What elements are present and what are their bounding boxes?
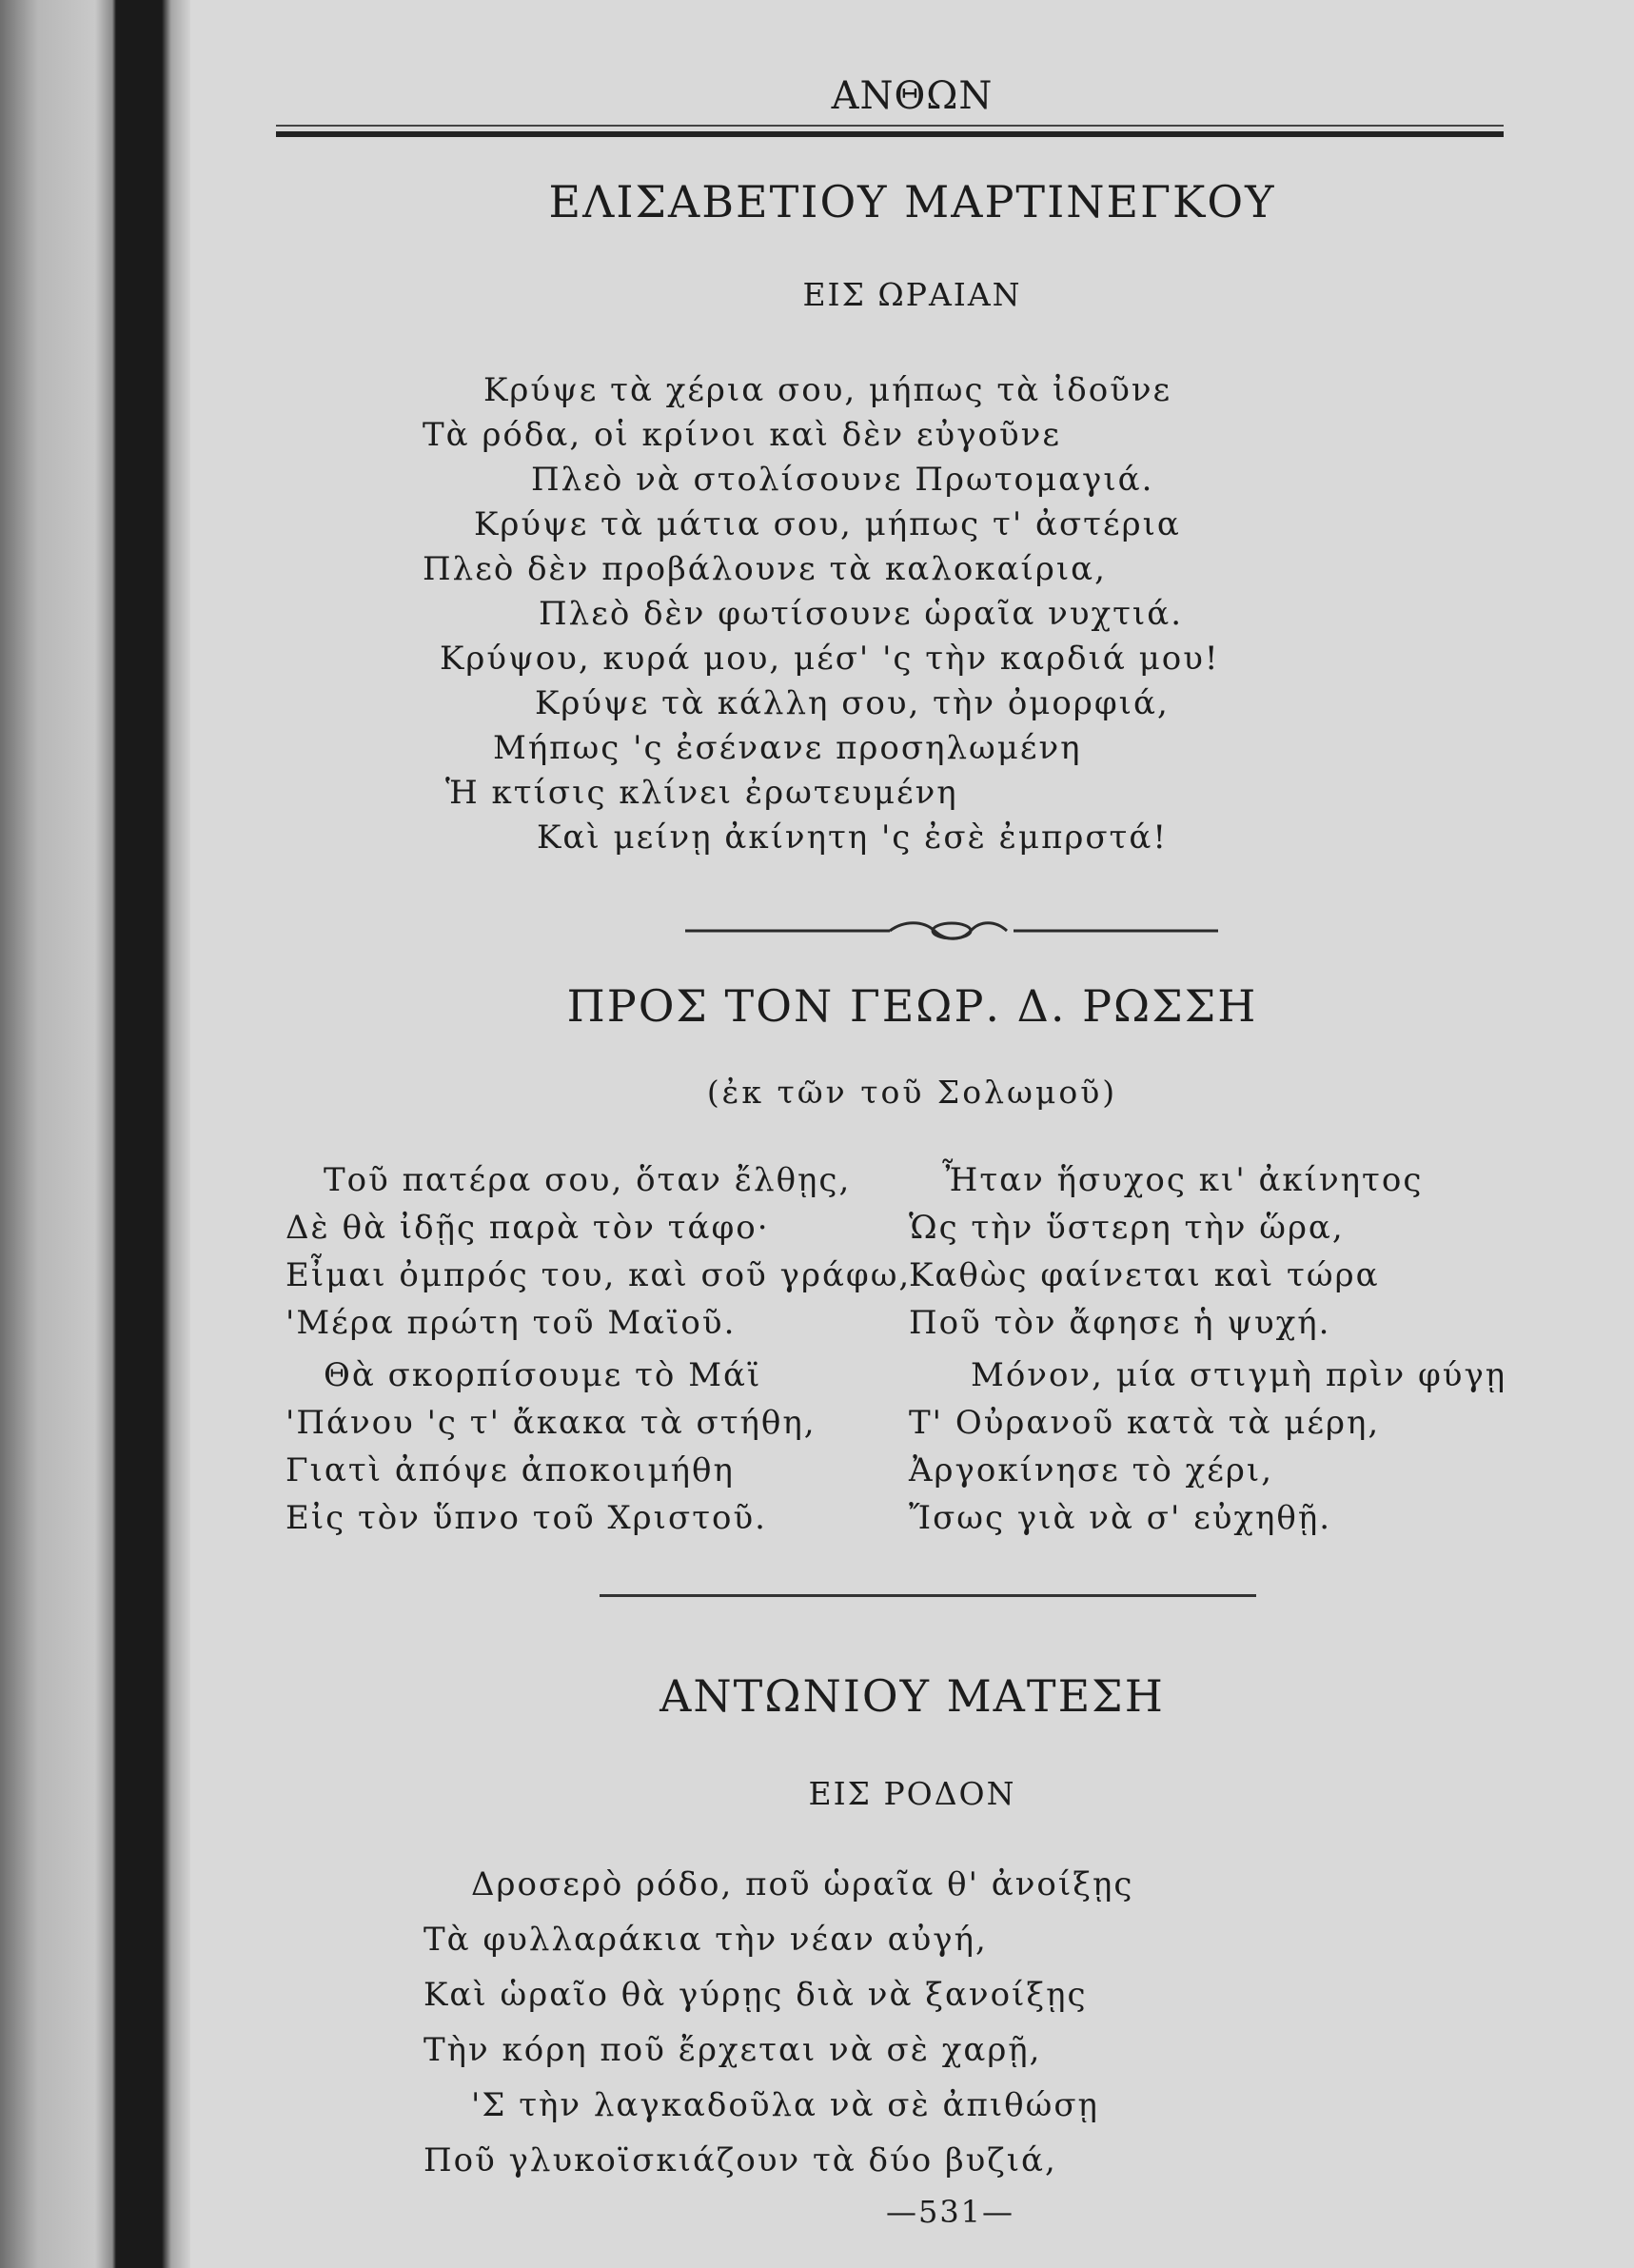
poem1-line: Πλεὸ νὰ στολίσουνε Πρωτομαγιά.: [531, 461, 1154, 499]
book-gutter: [0, 0, 190, 2268]
poem3-title: ΕΙΣ ΡΟΔΟΝ: [808, 1775, 1016, 1812]
poem2-left-line: Εἰς τὸν ὕπνο τοῦ Χριστοῦ.: [285, 1499, 767, 1537]
poem2-right-line: Καθὼς φαίνεται καὶ τώρα: [909, 1256, 1380, 1294]
poem2-left-line: Εἶμαι ὀμπρός του, καὶ σοῦ γράφω,: [285, 1256, 912, 1294]
poem2-right-line: Ἀργοκίνησε τὸ χέρι,: [909, 1451, 1274, 1489]
poem1-line: Πλεὸ δὲν προβάλουνε τὰ καλοκαίρια,: [423, 550, 1107, 588]
poem3-line: Καὶ ὡραῖο θὰ γύρῃς διὰ νὰ ξανοίξῃς: [423, 1976, 1088, 2014]
poem3-author: ΑΝΤΩΝΙΟΥ ΜΑΤΕΣΗ: [660, 1670, 1165, 1722]
poem1-line: Μήπως 'ς ἐσένανε προσηλωμένη: [493, 729, 1082, 767]
header-rule-thin: [276, 125, 1504, 127]
page: [190, 0, 1634, 2268]
poem2-right-line: Ὡς τὴν ὕστερη τὴν ὥρα,: [909, 1209, 1345, 1247]
poem2-right-line: Ἴσως γιὰ νὰ σ' εὐχηθῇ.: [909, 1499, 1331, 1537]
poem3-line: Τὴν κόρη ποῦ ἔρχεται νὰ σὲ χαρῇ,: [423, 2031, 1042, 2069]
header-rule: [276, 131, 1504, 137]
poem2-right-line: Ἦταν ἥσυχος κι' ἀκίνητος: [942, 1161, 1424, 1199]
poem2-source: (ἐκ τῶν τοῦ Σολωμοῦ): [706, 1074, 1118, 1111]
poem2-left-line: Θὰ σκορπίσουμε τὸ Μάϊ: [324, 1356, 762, 1394]
poem3-line: 'Σ τὴν λαγκαδοῦλα νὰ σὲ ἀπιθώσῃ: [471, 2086, 1099, 2124]
poem2-title: ΠΡΟΣ ΤΟΝ ΓΕΩΡ. Δ. ΡΩΣΣΗ: [566, 980, 1258, 1032]
poem1-line: Ἡ κτίσις κλίνει ἐρωτευμένη: [445, 774, 958, 812]
poem2-right-line: Τ' Οὐρανοῦ κατὰ τὰ μέρη,: [909, 1404, 1381, 1442]
section-divider: [600, 1594, 1256, 1597]
poem1-line: Κρύψε τὰ κάλλη σου, τὴν ὀμορφιά,: [535, 684, 1170, 722]
poem1-line: Κρύψε τὰ χέρια σου, μήπως τὰ ἰδοῦνε: [483, 371, 1172, 409]
poem3-line: Ποῦ γλυκοϊσκιάζουν τὰ δύο βυζιά,: [423, 2141, 1057, 2179]
poem2-left-line: 'Μέρα πρώτη τοῦ Μαϊοῦ.: [285, 1304, 737, 1342]
running-head: ΑΝΘΩΝ: [831, 74, 994, 118]
poem1-author: ΕΛΙΣΑΒΕΤΙΟΥ ΜΑΡΤΙΝΕΓΚΟΥ: [548, 176, 1276, 227]
poem2-left-line: Γιατὶ ἀπόψε ἀποκοιμήθη: [285, 1451, 735, 1489]
poem2-left-line: 'Πάνου 'ς τ' ἄκακα τὰ στήθη,: [285, 1404, 817, 1442]
poem3-line: Δροσερὸ ρόδο, ποῦ ὡραῖα θ' ἀνοίξῃς: [471, 1865, 1134, 1903]
poem2-right-line: Μόνον, μία στιγμὴ πρὶν φύγῃ: [971, 1356, 1507, 1394]
poem1-line: Κρύψε τὰ μάτια σου, μήπως τ' ἀστέρια: [474, 505, 1181, 543]
poem1-title: ΕΙΣ ΩΡΑΙΑΝ: [802, 276, 1022, 313]
ornament-divider: [685, 917, 1218, 945]
poem1-line: Κρύψου, κυρά μου, μέσ' 'ς τὴν καρδιά μου!: [440, 640, 1220, 678]
page-number: —531—: [885, 2194, 1015, 2230]
poem1-line: Πλεὸ δὲν φωτίσουνε ὡραῖα νυχτιά.: [539, 595, 1184, 633]
poem2-right-line: Ποῦ τὸν ἄφησε ἡ ψυχή.: [909, 1304, 1331, 1342]
poem3-line: Τὰ φυλλαράκια τὴν νέαν αὐγή,: [423, 1921, 988, 1959]
poem1-line: Τὰ ρόδα, οἱ κρίνοι καὶ δὲν εὐγοῦνε: [423, 416, 1061, 454]
poem2-left-line: Δὲ θὰ ἰδῇς παρὰ τὸν τάφο·: [285, 1209, 770, 1247]
poem2-left-line: Τοῦ πατέρα σου, ὅταν ἔλθῃς,: [324, 1161, 852, 1199]
poem1-line: Καὶ μείνῃ ἀκίνητη 'ς ἐσὲ ἐμπρστά!: [537, 818, 1168, 857]
